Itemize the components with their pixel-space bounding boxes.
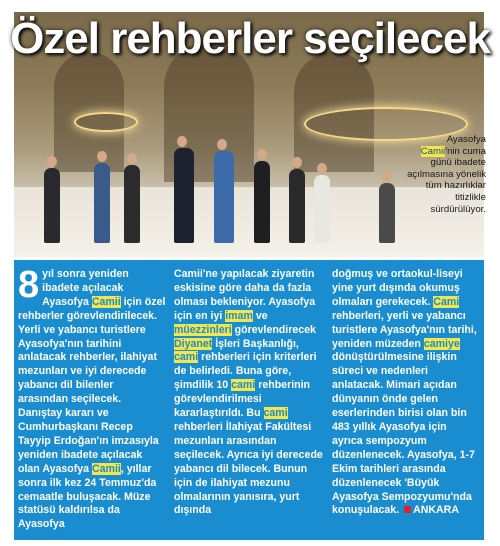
highlight-word: cami bbox=[263, 407, 288, 420]
person bbox=[94, 163, 110, 243]
person bbox=[254, 161, 270, 243]
article-text: rehberleri, yerli ve yabancı turistlere Ayasofya'nın tarihi, yeniden müzeden bbox=[332, 309, 477, 350]
article-text: rehberleri için kriterleri de belirledi. Buna göre, şimdilik 10 bbox=[174, 351, 317, 392]
person bbox=[379, 183, 395, 243]
person bbox=[314, 175, 330, 243]
person bbox=[44, 168, 60, 243]
article-text: yıl sonra yeniden ibadete açılacak Ayasofya bbox=[42, 268, 129, 308]
caption-text: 'nin cuma günü ibadete açılmasına yönelik tüm hazırlıklar titizlikle sürdürülüyor. bbox=[407, 145, 486, 215]
article-text: Camii'ne yapılacak ziyaretin eskisine göre daha da fazla olması bekleniyor. Ayasofya için en iyi bbox=[174, 268, 316, 322]
article-text: doğmuş ve ortaokul-liseyi yine yurt dışında okumuş olmaları gerekecek. bbox=[332, 268, 463, 308]
headline: Özel rehberler seçilecek bbox=[10, 14, 490, 63]
person bbox=[289, 169, 305, 243]
article-text: İşleri Başkanlığı, bbox=[212, 337, 299, 350]
person bbox=[174, 148, 194, 243]
dropcap: 8 bbox=[18, 264, 40, 306]
person bbox=[214, 151, 234, 243]
chandelier bbox=[74, 112, 138, 132]
article-text: rehberinin görevlendirilmesi kararlaştırıldı. Bu bbox=[174, 379, 311, 420]
highlight-word: imam bbox=[225, 309, 253, 322]
article-text: , yıllar sonra ilk kez 24 Temmuz'da cemaatle buluşacak. Müze statüsü kaldırılsa da Ayasofya bbox=[18, 462, 157, 531]
article-text: rehberleri İlahiyat Fakültesi mezunları arasından seçilecek. Ayrıca iyi derecede yabancı dil bilecek. Bunun için de ilahiyat mezunu olmalarının yanısıra, yurt dışında bbox=[174, 420, 323, 517]
person bbox=[124, 165, 140, 243]
highlight-word: cami bbox=[231, 379, 256, 392]
article-column-2 bbox=[174, 268, 324, 518]
article-text: için özel rehberler görevlendirilecek. Yerli ve yabancı turistlere Ayasofya'nın tarihini anlatacak rehberler, ilahiyat mezunları ve iyi derecede yabancı dil bilenler arasından seçilecek. Danıştay kararı ve Cumhurbaşkanı Recep Tayyip Erdoğan'ın imzasıyla yeniden ibadete açılacak olan Ayasofya bbox=[18, 295, 166, 475]
highlight-word: cami bbox=[174, 351, 199, 364]
caption-highlight: Camii bbox=[420, 145, 446, 157]
article-text: ve bbox=[252, 309, 268, 322]
article-column-3 bbox=[332, 268, 480, 518]
article-body bbox=[14, 258, 484, 540]
highlight-word: müezzinleri bbox=[174, 323, 232, 336]
highlight-word: Cami bbox=[433, 295, 460, 308]
highlight-word: Camii bbox=[92, 462, 121, 475]
photo-caption bbox=[404, 134, 486, 215]
highlight-word: Camii bbox=[91, 295, 121, 308]
red-square-icon bbox=[404, 506, 411, 513]
article-column-1 bbox=[18, 264, 166, 532]
article-text: görevlendirecek bbox=[231, 323, 316, 336]
article-text: dönüştürülmesine ilişkin süreci ve nedenleri anlatacak. Mimari açıdan dünyanın önde gelen eserlerinden birisi olan bin 483 yıllık Ayasofya için ayrıca sempozyum düzenlenecek. Ayasofya, 1-7 Ekim tarihleri arasında düzenlenecek 'Büyük Ayasofya Sempozyumu'nda konuşulacak. bbox=[332, 351, 475, 517]
highlight-word: Diyanet bbox=[174, 337, 213, 350]
highlight-word: camiye bbox=[423, 337, 460, 350]
caption-text: Ayasofya bbox=[446, 134, 486, 145]
dateline-city: ANKARA bbox=[413, 504, 459, 517]
